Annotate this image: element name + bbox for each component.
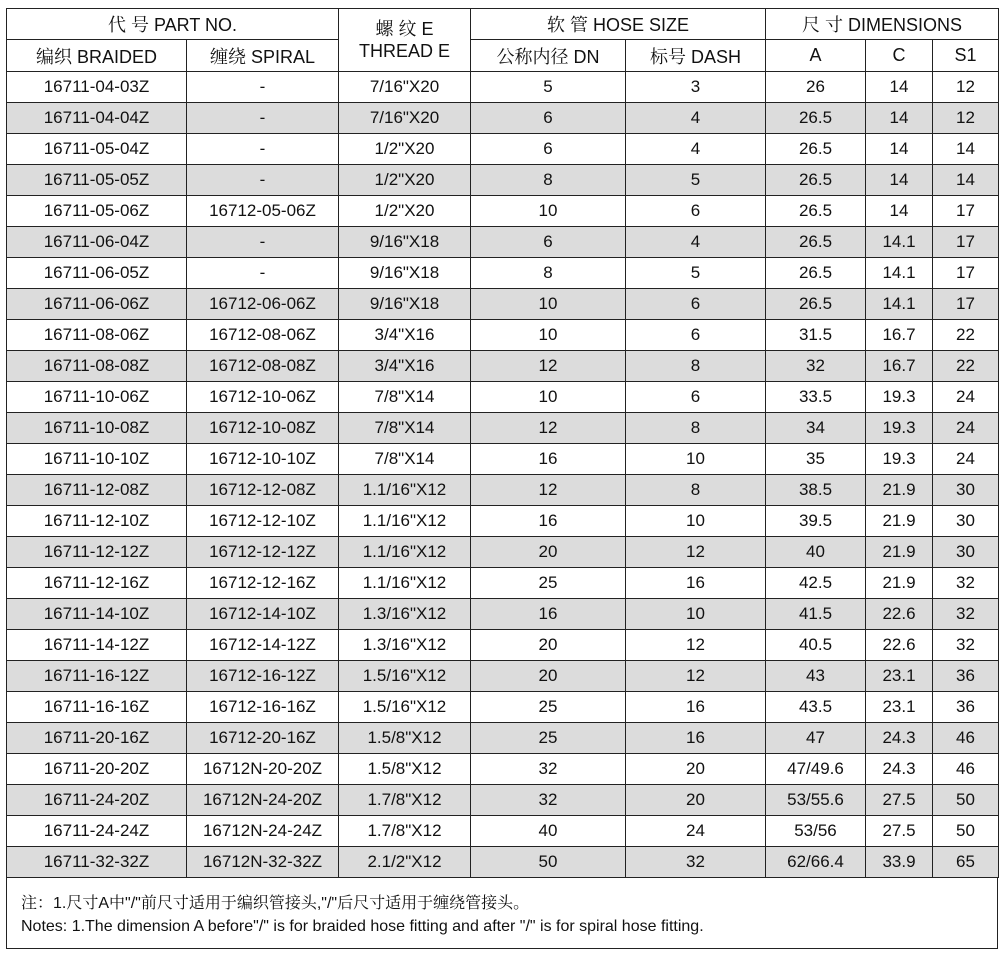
cell-braided: 16711-20-16Z	[7, 723, 187, 754]
cell-dn: 50	[471, 847, 626, 878]
cell-braided: 16711-12-12Z	[7, 537, 187, 568]
table-row	[7, 382, 999, 413]
cell-thread: 7/16"X20	[339, 72, 471, 103]
cell-braided: 16711-10-08Z	[7, 413, 187, 444]
cell-s1: 30	[933, 475, 999, 506]
cell-a: 40.5	[766, 630, 866, 661]
cell-dash: 12	[626, 630, 766, 661]
header-dash: 标号 DASH	[626, 40, 766, 72]
cell-spiral: 16712-16-12Z	[187, 661, 339, 692]
cell-spiral: 16712N-24-20Z	[187, 785, 339, 816]
cell-braided: 16711-05-06Z	[7, 196, 187, 227]
header-braided: 编织 BRAIDED	[7, 40, 187, 72]
cell-s1: 24	[933, 413, 999, 444]
table-row	[7, 692, 999, 723]
cell-spiral: 16712N-32-32Z	[187, 847, 339, 878]
header-dn: 公称内径 DN	[471, 40, 626, 72]
cell-s1: 17	[933, 196, 999, 227]
cell-thread: 1.1/16"X12	[339, 475, 471, 506]
cell-braided: 16711-16-12Z	[7, 661, 187, 692]
cell-braided: 16711-04-04Z	[7, 103, 187, 134]
cell-dn: 25	[471, 568, 626, 599]
cell-dn: 25	[471, 692, 626, 723]
cell-dash: 20	[626, 754, 766, 785]
cell-dn: 10	[471, 320, 626, 351]
cell-braided: 16711-05-04Z	[7, 134, 187, 165]
cell-dn: 10	[471, 289, 626, 320]
table-row	[7, 444, 999, 475]
cell-s1: 17	[933, 258, 999, 289]
cell-dash: 8	[626, 413, 766, 444]
cell-c: 24.3	[866, 723, 933, 754]
cell-s1: 12	[933, 103, 999, 134]
cell-a: 35	[766, 444, 866, 475]
cell-a: 43.5	[766, 692, 866, 723]
cell-a: 26.5	[766, 103, 866, 134]
cell-a: 26	[766, 72, 866, 103]
cell-spiral: 16712-05-06Z	[187, 196, 339, 227]
header-dim-a: A	[766, 40, 866, 72]
cell-spiral: -	[187, 72, 339, 103]
cell-spiral: -	[187, 103, 339, 134]
cell-thread: 1.5/8"X12	[339, 754, 471, 785]
cell-thread: 7/8"X14	[339, 413, 471, 444]
cell-thread: 1.1/16"X12	[339, 506, 471, 537]
table-row	[7, 196, 999, 227]
cell-a: 47	[766, 723, 866, 754]
table-row	[7, 289, 999, 320]
cell-c: 27.5	[866, 785, 933, 816]
cell-a: 42.5	[766, 568, 866, 599]
cell-a: 26.5	[766, 227, 866, 258]
cell-dash: 12	[626, 661, 766, 692]
cell-thread: 1.3/16"X12	[339, 599, 471, 630]
cell-dn: 40	[471, 816, 626, 847]
cell-thread: 3/4"X16	[339, 320, 471, 351]
cell-c: 21.9	[866, 537, 933, 568]
table-row	[7, 599, 999, 630]
table-row	[7, 227, 999, 258]
cell-c: 14	[866, 103, 933, 134]
cell-a: 34	[766, 413, 866, 444]
cell-a: 40	[766, 537, 866, 568]
cell-thread: 1.5/16"X12	[339, 661, 471, 692]
table-row	[7, 816, 999, 847]
table-row	[7, 134, 999, 165]
cell-spiral: 16712N-24-24Z	[187, 816, 339, 847]
table-body	[7, 72, 999, 878]
cell-s1: 30	[933, 506, 999, 537]
cell-spiral: 16712-12-12Z	[187, 537, 339, 568]
cell-braided: 16711-06-06Z	[7, 289, 187, 320]
cell-dash: 4	[626, 103, 766, 134]
cell-braided: 16711-12-16Z	[7, 568, 187, 599]
cell-dn: 16	[471, 444, 626, 475]
cell-thread: 1/2"X20	[339, 196, 471, 227]
table-row	[7, 506, 999, 537]
cell-braided: 16711-10-06Z	[7, 382, 187, 413]
cell-s1: 24	[933, 382, 999, 413]
cell-dn: 10	[471, 382, 626, 413]
header-thread-en: THREAD E	[358, 41, 450, 61]
cell-s1: 46	[933, 723, 999, 754]
cell-thread: 1.7/8"X12	[339, 816, 471, 847]
cell-dn: 12	[471, 475, 626, 506]
cell-dash: 5	[626, 258, 766, 289]
cell-braided: 16711-24-20Z	[7, 785, 187, 816]
cell-a: 26.5	[766, 165, 866, 196]
cell-a: 33.5	[766, 382, 866, 413]
header-dim-c: C	[866, 40, 933, 72]
cell-dn: 16	[471, 506, 626, 537]
table-row	[7, 320, 999, 351]
cell-thread: 1.7/8"X12	[339, 785, 471, 816]
cell-c: 21.9	[866, 568, 933, 599]
cell-c: 33.9	[866, 847, 933, 878]
cell-c: 14.1	[866, 258, 933, 289]
cell-c: 14	[866, 165, 933, 196]
cell-spiral: 16712N-20-20Z	[187, 754, 339, 785]
cell-a: 26.5	[766, 258, 866, 289]
cell-dn: 6	[471, 103, 626, 134]
cell-c: 14	[866, 72, 933, 103]
table-row	[7, 537, 999, 568]
table-row	[7, 351, 999, 382]
table-row	[7, 568, 999, 599]
cell-dn: 6	[471, 227, 626, 258]
cell-a: 26.5	[766, 134, 866, 165]
cell-thread: 2.1/2"X12	[339, 847, 471, 878]
header-thread	[339, 9, 471, 72]
cell-s1: 12	[933, 72, 999, 103]
cell-braided: 16711-12-10Z	[7, 506, 187, 537]
cell-s1: 32	[933, 599, 999, 630]
cell-s1: 32	[933, 568, 999, 599]
cell-dash: 4	[626, 134, 766, 165]
cell-s1: 50	[933, 785, 999, 816]
cell-dash: 24	[626, 816, 766, 847]
cell-thread: 1.5/16"X12	[339, 692, 471, 723]
cell-dash: 16	[626, 568, 766, 599]
cell-a: 53/55.6	[766, 785, 866, 816]
cell-s1: 14	[933, 134, 999, 165]
cell-s1: 17	[933, 289, 999, 320]
cell-dash: 12	[626, 537, 766, 568]
cell-dash: 16	[626, 723, 766, 754]
cell-thread: 9/16"X18	[339, 227, 471, 258]
cell-dn: 20	[471, 661, 626, 692]
cell-s1: 46	[933, 754, 999, 785]
cell-braided: 16711-24-24Z	[7, 816, 187, 847]
cell-braided: 16711-10-10Z	[7, 444, 187, 475]
cell-braided: 16711-14-10Z	[7, 599, 187, 630]
cell-thread: 9/16"X18	[339, 289, 471, 320]
cell-c: 21.9	[866, 506, 933, 537]
cell-spiral: -	[187, 227, 339, 258]
cell-thread: 3/4"X16	[339, 351, 471, 382]
cell-dn: 8	[471, 165, 626, 196]
cell-spiral: 16712-08-08Z	[187, 351, 339, 382]
cell-spiral: 16712-16-16Z	[187, 692, 339, 723]
cell-c: 16.7	[866, 351, 933, 382]
cell-braided: 16711-20-20Z	[7, 754, 187, 785]
cell-spiral: -	[187, 134, 339, 165]
cell-dn: 8	[471, 258, 626, 289]
cell-braided: 16711-04-03Z	[7, 72, 187, 103]
table-row	[7, 754, 999, 785]
cell-thread: 1.5/8"X12	[339, 723, 471, 754]
cell-dn: 20	[471, 630, 626, 661]
header-hose-size: 软 管 HOSE SIZE	[471, 9, 766, 40]
cell-braided: 16711-14-12Z	[7, 630, 187, 661]
cell-a: 32	[766, 351, 866, 382]
cell-c: 23.1	[866, 661, 933, 692]
cell-dn: 6	[471, 134, 626, 165]
cell-dn: 10	[471, 196, 626, 227]
cell-c: 19.3	[866, 413, 933, 444]
cell-dash: 4	[626, 227, 766, 258]
cell-spiral: -	[187, 258, 339, 289]
cell-spiral: 16712-14-10Z	[187, 599, 339, 630]
header-dimensions: 尺 寸 DIMENSIONS	[766, 9, 999, 40]
cell-a: 43	[766, 661, 866, 692]
cell-dash: 20	[626, 785, 766, 816]
cell-braided: 16711-06-05Z	[7, 258, 187, 289]
cell-thread: 1.1/16"X12	[339, 537, 471, 568]
table-row	[7, 661, 999, 692]
cell-dash: 8	[626, 351, 766, 382]
cell-dn: 32	[471, 754, 626, 785]
cell-thread: 1/2"X20	[339, 134, 471, 165]
cell-dash: 32	[626, 847, 766, 878]
cell-c: 19.3	[866, 444, 933, 475]
cell-dn: 12	[471, 351, 626, 382]
cell-spiral: 16712-20-16Z	[187, 723, 339, 754]
cell-braided: 16711-32-32Z	[7, 847, 187, 878]
cell-s1: 14	[933, 165, 999, 196]
spec-table-container	[6, 8, 998, 949]
table-row	[7, 723, 999, 754]
cell-c: 27.5	[866, 816, 933, 847]
hose-fitting-spec-table	[6, 8, 999, 878]
table-row	[7, 413, 999, 444]
cell-thread: 7/8"X14	[339, 382, 471, 413]
table-row	[7, 72, 999, 103]
cell-thread: 1.1/16"X12	[339, 568, 471, 599]
cell-dn: 16	[471, 599, 626, 630]
cell-spiral: 16712-06-06Z	[187, 289, 339, 320]
cell-s1: 32	[933, 630, 999, 661]
cell-dash: 3	[626, 72, 766, 103]
cell-spiral: 16712-10-10Z	[187, 444, 339, 475]
cell-c: 14.1	[866, 227, 933, 258]
notes-cn: 注：1.尺寸A中"/"前尺寸适用于编织管接头,"/"后尺寸适用于缠绕管接头。	[21, 895, 530, 912]
cell-spiral: 16712-12-10Z	[187, 506, 339, 537]
cell-s1: 22	[933, 320, 999, 351]
cell-dash: 6	[626, 289, 766, 320]
cell-dash: 6	[626, 196, 766, 227]
header-spiral: 缠绕 SPIRAL	[187, 40, 339, 72]
cell-dn: 5	[471, 72, 626, 103]
cell-a: 53/56	[766, 816, 866, 847]
cell-s1: 50	[933, 816, 999, 847]
table-row	[7, 630, 999, 661]
header-dim-s1: S1	[933, 40, 999, 72]
cell-spiral: 16712-12-16Z	[187, 568, 339, 599]
cell-dash: 10	[626, 444, 766, 475]
cell-c: 16.7	[866, 320, 933, 351]
cell-thread: 1.3/16"X12	[339, 630, 471, 661]
cell-a: 31.5	[766, 320, 866, 351]
cell-s1: 22	[933, 351, 999, 382]
notes-en: Notes: 1.The dimension A before"/" is for braided hose fitting and after "/" is for spiral hose fitting.	[21, 918, 704, 935]
cell-spiral: 16712-14-12Z	[187, 630, 339, 661]
cell-s1: 17	[933, 227, 999, 258]
cell-dn: 20	[471, 537, 626, 568]
cell-dn: 25	[471, 723, 626, 754]
cell-dash: 16	[626, 692, 766, 723]
cell-thread: 1/2"X20	[339, 165, 471, 196]
cell-dn: 32	[471, 785, 626, 816]
notes-box	[6, 878, 998, 949]
table-row	[7, 165, 999, 196]
cell-dash: 5	[626, 165, 766, 196]
cell-c: 22.6	[866, 599, 933, 630]
cell-c: 24.3	[866, 754, 933, 785]
table-row	[7, 475, 999, 506]
cell-c: 14.1	[866, 289, 933, 320]
cell-c: 22.6	[866, 630, 933, 661]
cell-dash: 10	[626, 506, 766, 537]
cell-braided: 16711-05-05Z	[7, 165, 187, 196]
cell-s1: 30	[933, 537, 999, 568]
cell-braided: 16711-08-06Z	[7, 320, 187, 351]
header-thread-cn: 螺 纹 E	[375, 19, 434, 39]
cell-c: 14	[866, 196, 933, 227]
cell-dash: 6	[626, 320, 766, 351]
cell-thread: 7/16"X20	[339, 103, 471, 134]
cell-c: 14	[866, 134, 933, 165]
cell-a: 41.5	[766, 599, 866, 630]
cell-dash: 10	[626, 599, 766, 630]
header-part-no: 代 号 PART NO.	[7, 9, 339, 40]
cell-a: 39.5	[766, 506, 866, 537]
cell-dash: 6	[626, 382, 766, 413]
cell-s1: 36	[933, 692, 999, 723]
cell-s1: 24	[933, 444, 999, 475]
cell-thread: 9/16"X18	[339, 258, 471, 289]
cell-a: 62/66.4	[766, 847, 866, 878]
cell-a: 38.5	[766, 475, 866, 506]
cell-c: 19.3	[866, 382, 933, 413]
table-row	[7, 258, 999, 289]
cell-s1: 36	[933, 661, 999, 692]
cell-c: 23.1	[866, 692, 933, 723]
cell-spiral: -	[187, 165, 339, 196]
cell-thread: 7/8"X14	[339, 444, 471, 475]
table-row	[7, 847, 999, 878]
cell-dn: 12	[471, 413, 626, 444]
cell-spiral: 16712-10-08Z	[187, 413, 339, 444]
table-row	[7, 785, 999, 816]
cell-braided: 16711-06-04Z	[7, 227, 187, 258]
cell-s1: 65	[933, 847, 999, 878]
cell-a: 26.5	[766, 196, 866, 227]
cell-c: 21.9	[866, 475, 933, 506]
cell-braided: 16711-16-16Z	[7, 692, 187, 723]
cell-dash: 8	[626, 475, 766, 506]
cell-braided: 16711-12-08Z	[7, 475, 187, 506]
cell-spiral: 16712-08-06Z	[187, 320, 339, 351]
table-row	[7, 103, 999, 134]
cell-braided: 16711-08-08Z	[7, 351, 187, 382]
cell-spiral: 16712-12-08Z	[187, 475, 339, 506]
cell-spiral: 16712-10-06Z	[187, 382, 339, 413]
cell-a: 47/49.6	[766, 754, 866, 785]
cell-a: 26.5	[766, 289, 866, 320]
